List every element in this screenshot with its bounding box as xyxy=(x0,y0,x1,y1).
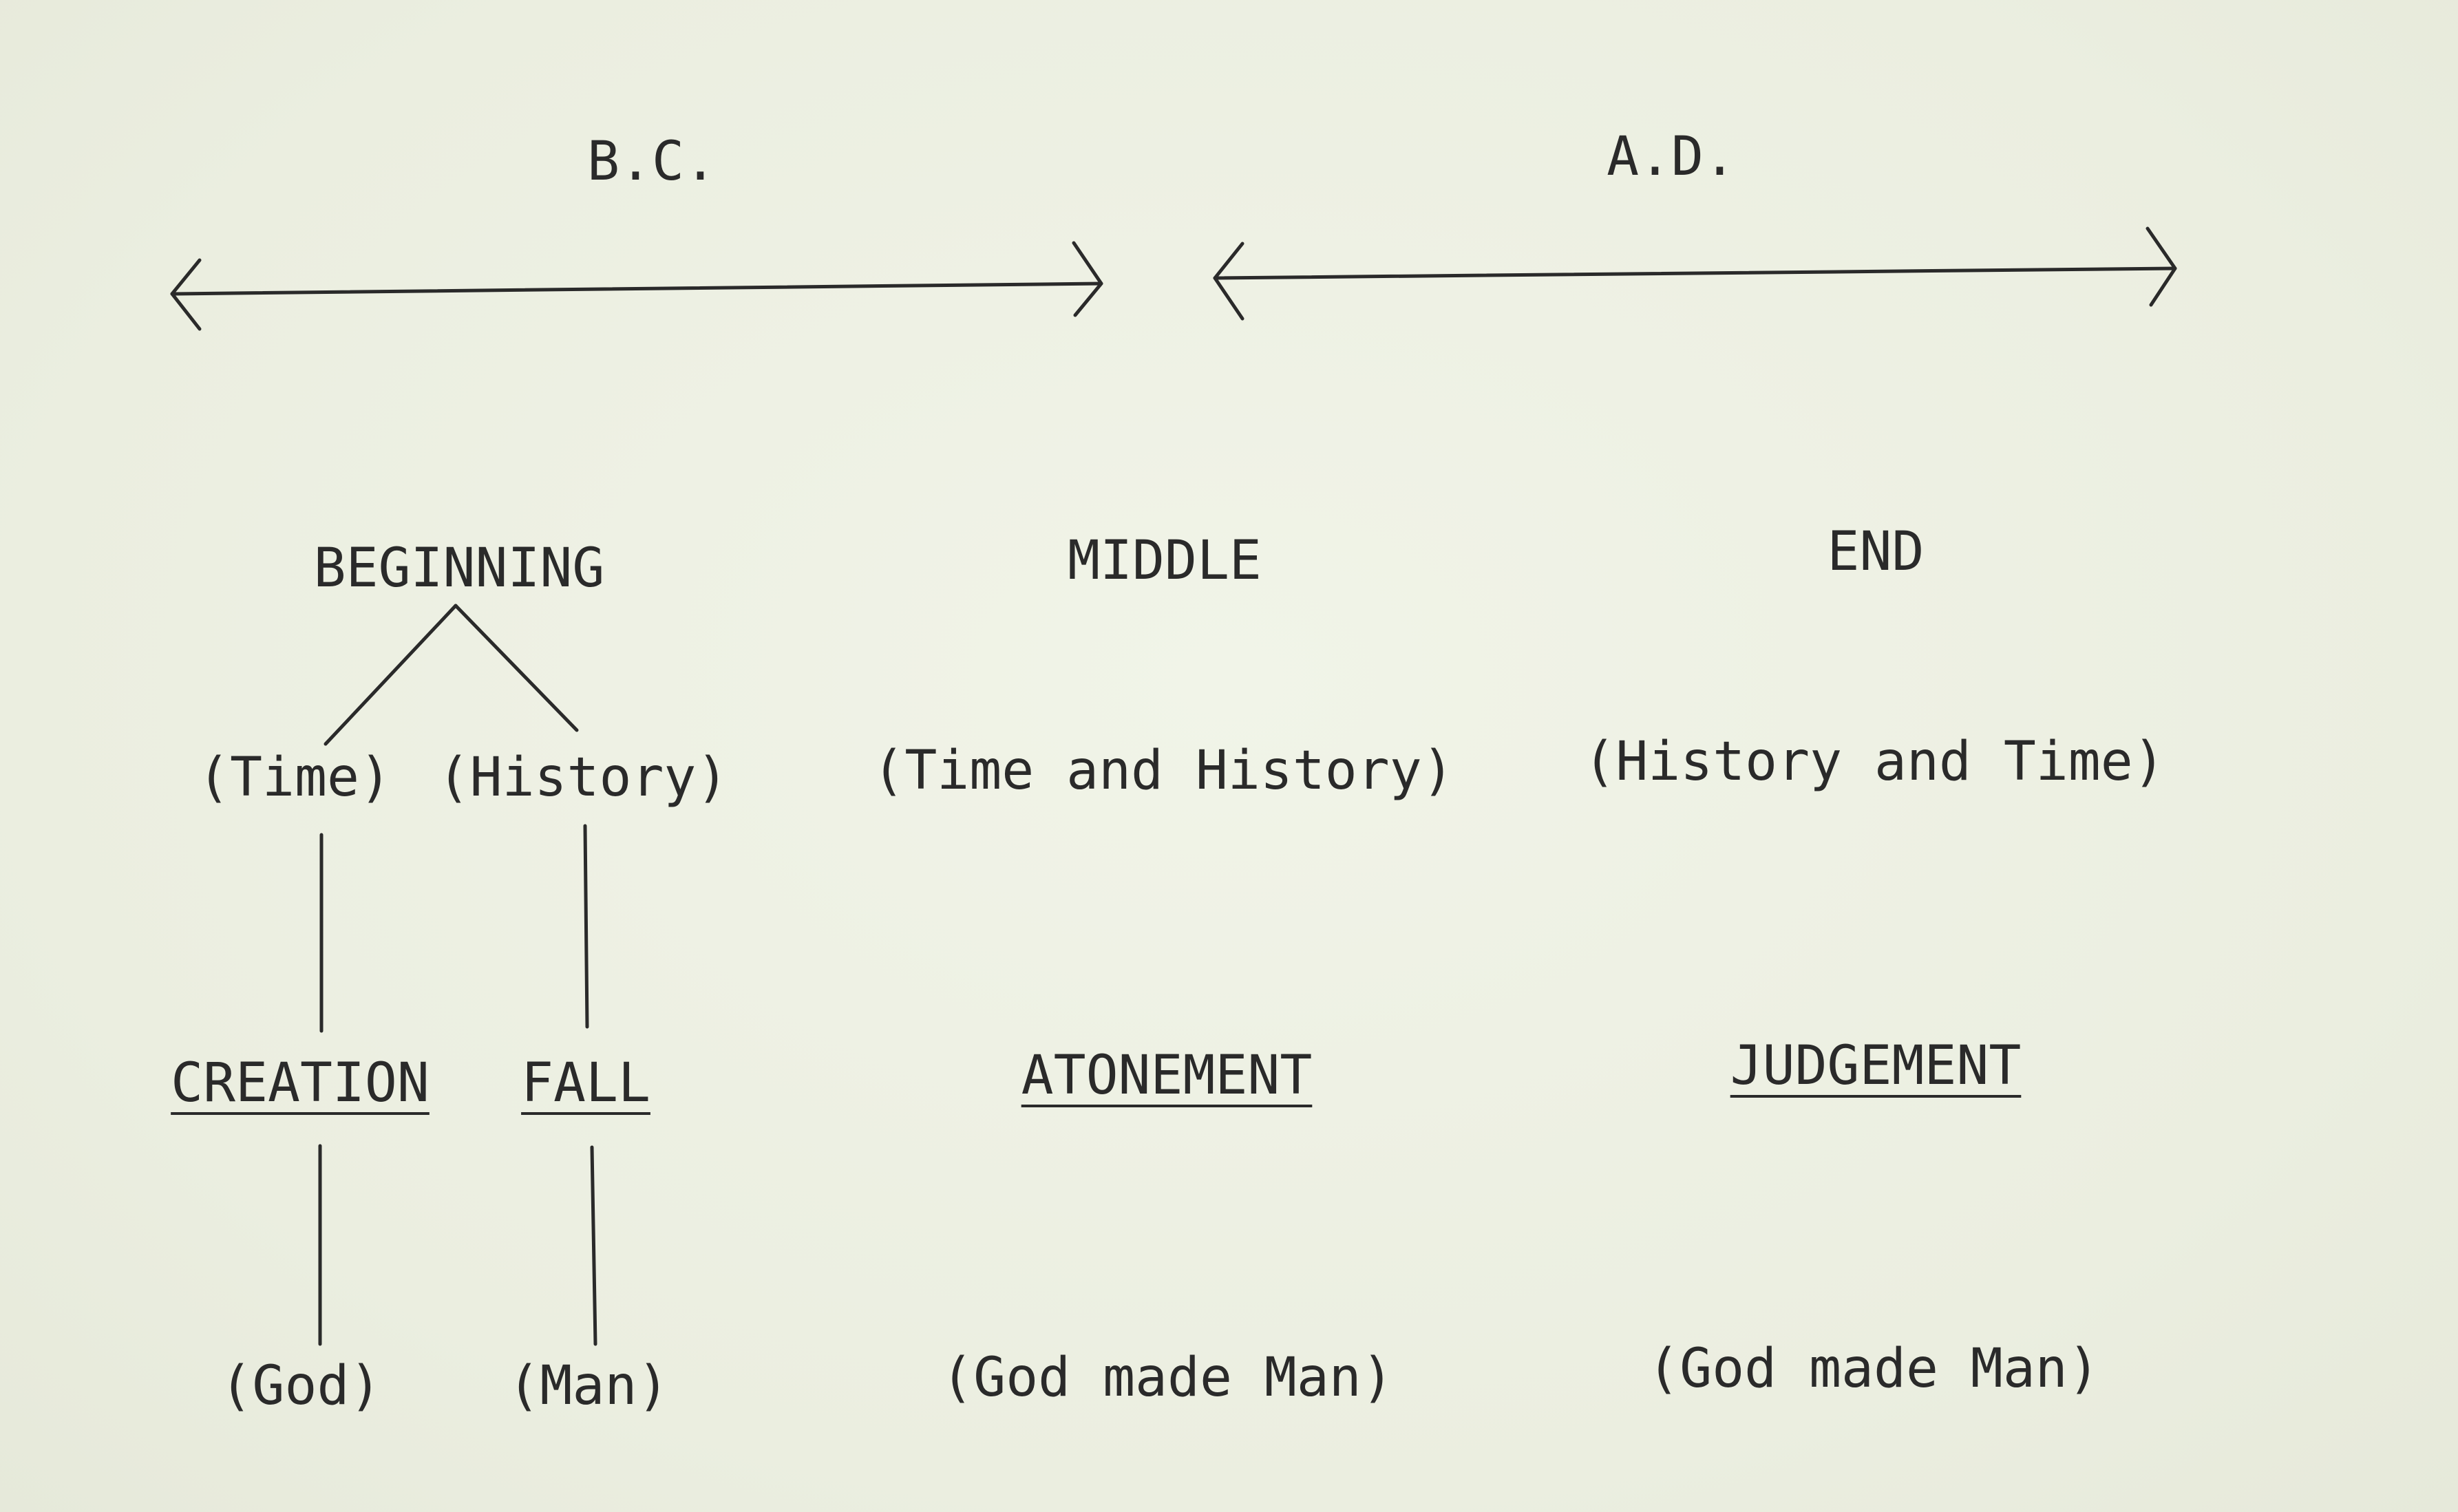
event-judgement: JUDGEMENT xyxy=(1730,1035,2022,1097)
agent-god: (God) xyxy=(220,1355,382,1417)
agent-end: (God made Man) xyxy=(1647,1338,2100,1400)
bc-arrow xyxy=(172,243,1101,329)
section-middle: MIDDLE xyxy=(1068,530,1262,592)
agent-middle: (God made Man) xyxy=(941,1347,1394,1409)
event-atonement: ATONEMENT xyxy=(1021,1045,1313,1107)
era-label-bc: B.C. xyxy=(587,131,717,193)
event-creation: CREATION xyxy=(171,1052,430,1114)
middle-sub: (Time and History) xyxy=(872,740,1454,802)
ad-arrow xyxy=(1215,228,2175,319)
era-label-ad: A.D. xyxy=(1607,126,1736,188)
connector-history-fall xyxy=(585,826,587,1027)
section-end: END xyxy=(1827,521,1925,583)
event-fall: FALL xyxy=(521,1052,650,1114)
connector-fall-man xyxy=(592,1147,595,1344)
beginning-time: (Time) xyxy=(198,747,392,809)
section-beginning: BEGINNING xyxy=(313,537,605,599)
branch-line-time xyxy=(326,606,456,744)
branch-line-history xyxy=(456,606,577,730)
end-sub: (History and Time) xyxy=(1583,731,2165,793)
beginning-history: (History) xyxy=(437,747,729,809)
agent-man: (Man) xyxy=(507,1355,670,1417)
